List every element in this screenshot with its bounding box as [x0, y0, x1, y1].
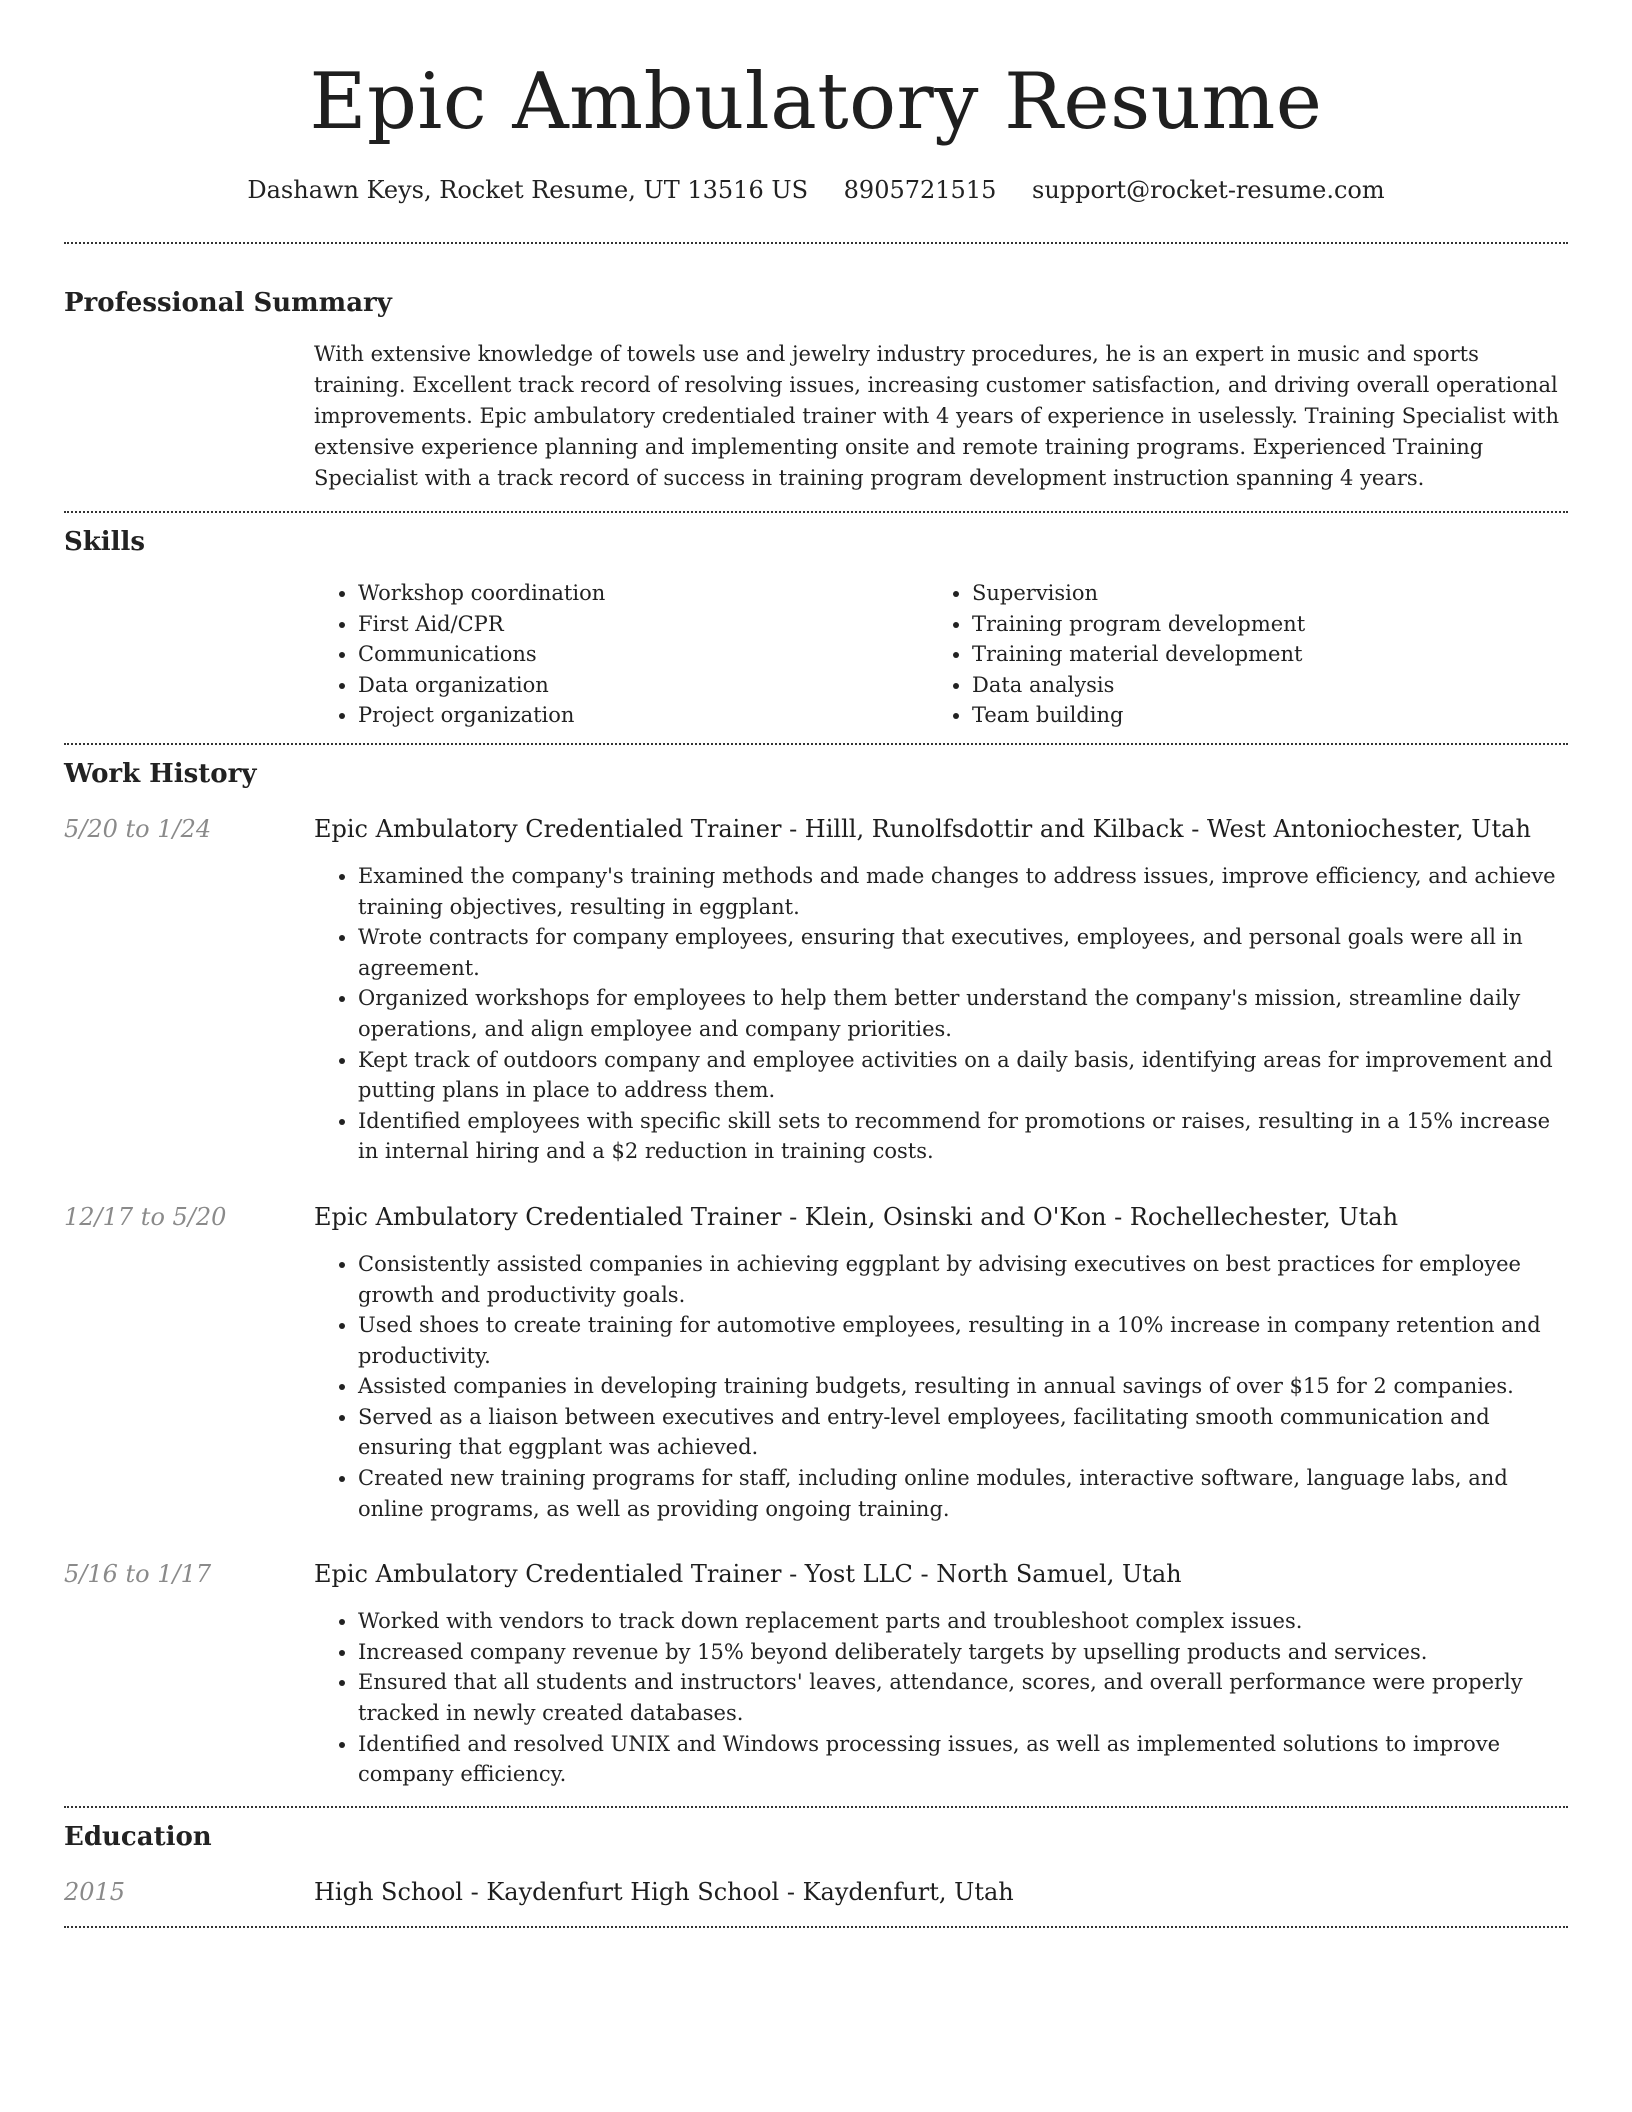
- contact-phone: 8905721515: [843, 176, 997, 204]
- job-entry: [64, 1558, 1568, 1790]
- job-bullet: • Ensured that all students and instructors' leaves, attendance, scores, and overall performance were properly tracked in newly created databases.: [358, 1667, 1568, 1728]
- job-bullets: [314, 861, 1568, 1167]
- job-dates: 12/17 to 5/20: [64, 1202, 227, 1231]
- contact-line: [64, 174, 1568, 206]
- contact-email: support@rocket-resume.com: [1032, 176, 1385, 204]
- job-dates: 5/16 to 1/17: [64, 1560, 212, 1589]
- work-history-section: [64, 745, 1568, 1790]
- job-bullet: • Created new training programs for staff, including online modules, interactive software, language labs, and online programs, as well as providing ongoing training.: [358, 1463, 1568, 1524]
- job-title: Epic Ambulatory Credentialed Trainer - Yost LLC - North Samuel, Utah: [314, 1560, 1182, 1589]
- job-bullet: • Served as a liaison between executives and entry-level employees, facilitating smooth communication and ensuring that eggplant was achieved.: [358, 1402, 1568, 1463]
- skill-item: • Training program development: [972, 609, 1542, 640]
- job-entry: [64, 1201, 1568, 1524]
- skill-item: • Data analysis: [972, 670, 1542, 701]
- job-bullets: [314, 1606, 1568, 1790]
- skill-item: • Data organization: [358, 670, 928, 701]
- education-entry: [64, 1876, 1568, 1908]
- job-bullet: • Consistently assisted companies in achieving eggplant by advising executives on best practices for employee growth and productivity goals.: [358, 1249, 1568, 1310]
- skills-list-left: [314, 578, 928, 731]
- section-heading-education: Education: [64, 1821, 212, 1852]
- section-heading-summary: Professional Summary: [64, 288, 392, 318]
- summary-text: With extensive knowledge of towels use and jewelry industry procedures, he is an expert in music and sports training. Excellent track record of resolving issues, increasing customer satisfaction, and driving overall operational improvements. Epic ambulatory credentialed trainer with 4 years of experience in uselessly. Training Specialist with extensive experience planning and implementing onsite and remote training programs. Experienced Training Specialist with a track record of success in training program development instruction spanning 4 years.: [314, 342, 1559, 490]
- job-bullet: • Organized workshops for employees to help them better understand the company's mission, streamline daily operations, and align employee and company priorities.: [358, 983, 1568, 1044]
- contact-address: Dashawn Keys, Rocket Resume, UT 13516 US: [247, 176, 809, 204]
- job-bullet: • Assisted companies in developing training budgets, resulting in annual savings of over $15 for 2 companies.: [358, 1371, 1568, 1402]
- education-section: [64, 1808, 1568, 1908]
- job-bullet: • Used shoes to create training for automotive employees, resulting in a 10% increase in company retention and productivity.: [358, 1310, 1568, 1371]
- section-heading-skills: Skills: [64, 527, 146, 557]
- education-title: High School - Kaydenfurt High School - Kaydenfurt, Utah: [314, 1877, 1014, 1906]
- skills-section: [64, 513, 1568, 731]
- job-bullet: • Kept track of outdoors company and employee activities on a daily basis, identifying areas for improvement and putting plans in place to address them.: [358, 1045, 1568, 1106]
- skill-item: • Training material development: [972, 639, 1542, 670]
- job-title: Epic Ambulatory Credentialed Trainer - Klein, Osinski and O'Kon - Rochellechester, Utah: [314, 1202, 1399, 1231]
- job-title: Epic Ambulatory Credentialed Trainer - Hilll, Runolfsdottir and Kilback - West Antoniochester, Utah: [314, 814, 1531, 843]
- job-bullet: • Wrote contracts for company employees, ensuring that executives, employees, and personal goals were all in agreement.: [358, 922, 1568, 983]
- skill-item: • Team building: [972, 700, 1542, 731]
- job-entry: [64, 813, 1568, 1167]
- job-bullet: • Increased company revenue by 15% beyond deliberately targets by upselling products and services.: [358, 1637, 1568, 1668]
- job-bullets: [314, 1249, 1568, 1524]
- job-bullet: • Examined the company's training methods and made changes to address issues, improve efficiency, and achieve training objectives, resulting in eggplant.: [358, 861, 1568, 922]
- skill-item: • First Aid/CPR: [358, 609, 928, 640]
- resume-page: [64, 0, 1568, 1928]
- education-year: 2015: [64, 1877, 126, 1906]
- job-bullet: • Identified employees with specific skill sets to recommend for promotions or raises, resulting in a 15% increase in internal hiring and a $2 reduction in training costs.: [358, 1106, 1568, 1167]
- skill-item: • Project organization: [358, 700, 928, 731]
- section-heading-work: Work History: [64, 758, 257, 789]
- skill-item: • Workshop coordination: [358, 578, 928, 609]
- job-bullet: • Worked with vendors to track down replacement parts and troubleshoot complex issues.: [358, 1606, 1568, 1637]
- skills-list-right: [928, 578, 1542, 731]
- job-bullet: • Identified and resolved UNIX and Windows processing issues, as well as implemented solutions to improve company efficiency.: [358, 1729, 1568, 1790]
- divider: [64, 1926, 1568, 1928]
- job-dates: 5/20 to 1/24: [64, 814, 212, 843]
- skill-item: • Supervision: [972, 578, 1542, 609]
- resume-title: Epic Ambulatory Resume: [309, 57, 1323, 147]
- skill-item: • Communications: [358, 639, 928, 670]
- summary-section: [64, 244, 1568, 494]
